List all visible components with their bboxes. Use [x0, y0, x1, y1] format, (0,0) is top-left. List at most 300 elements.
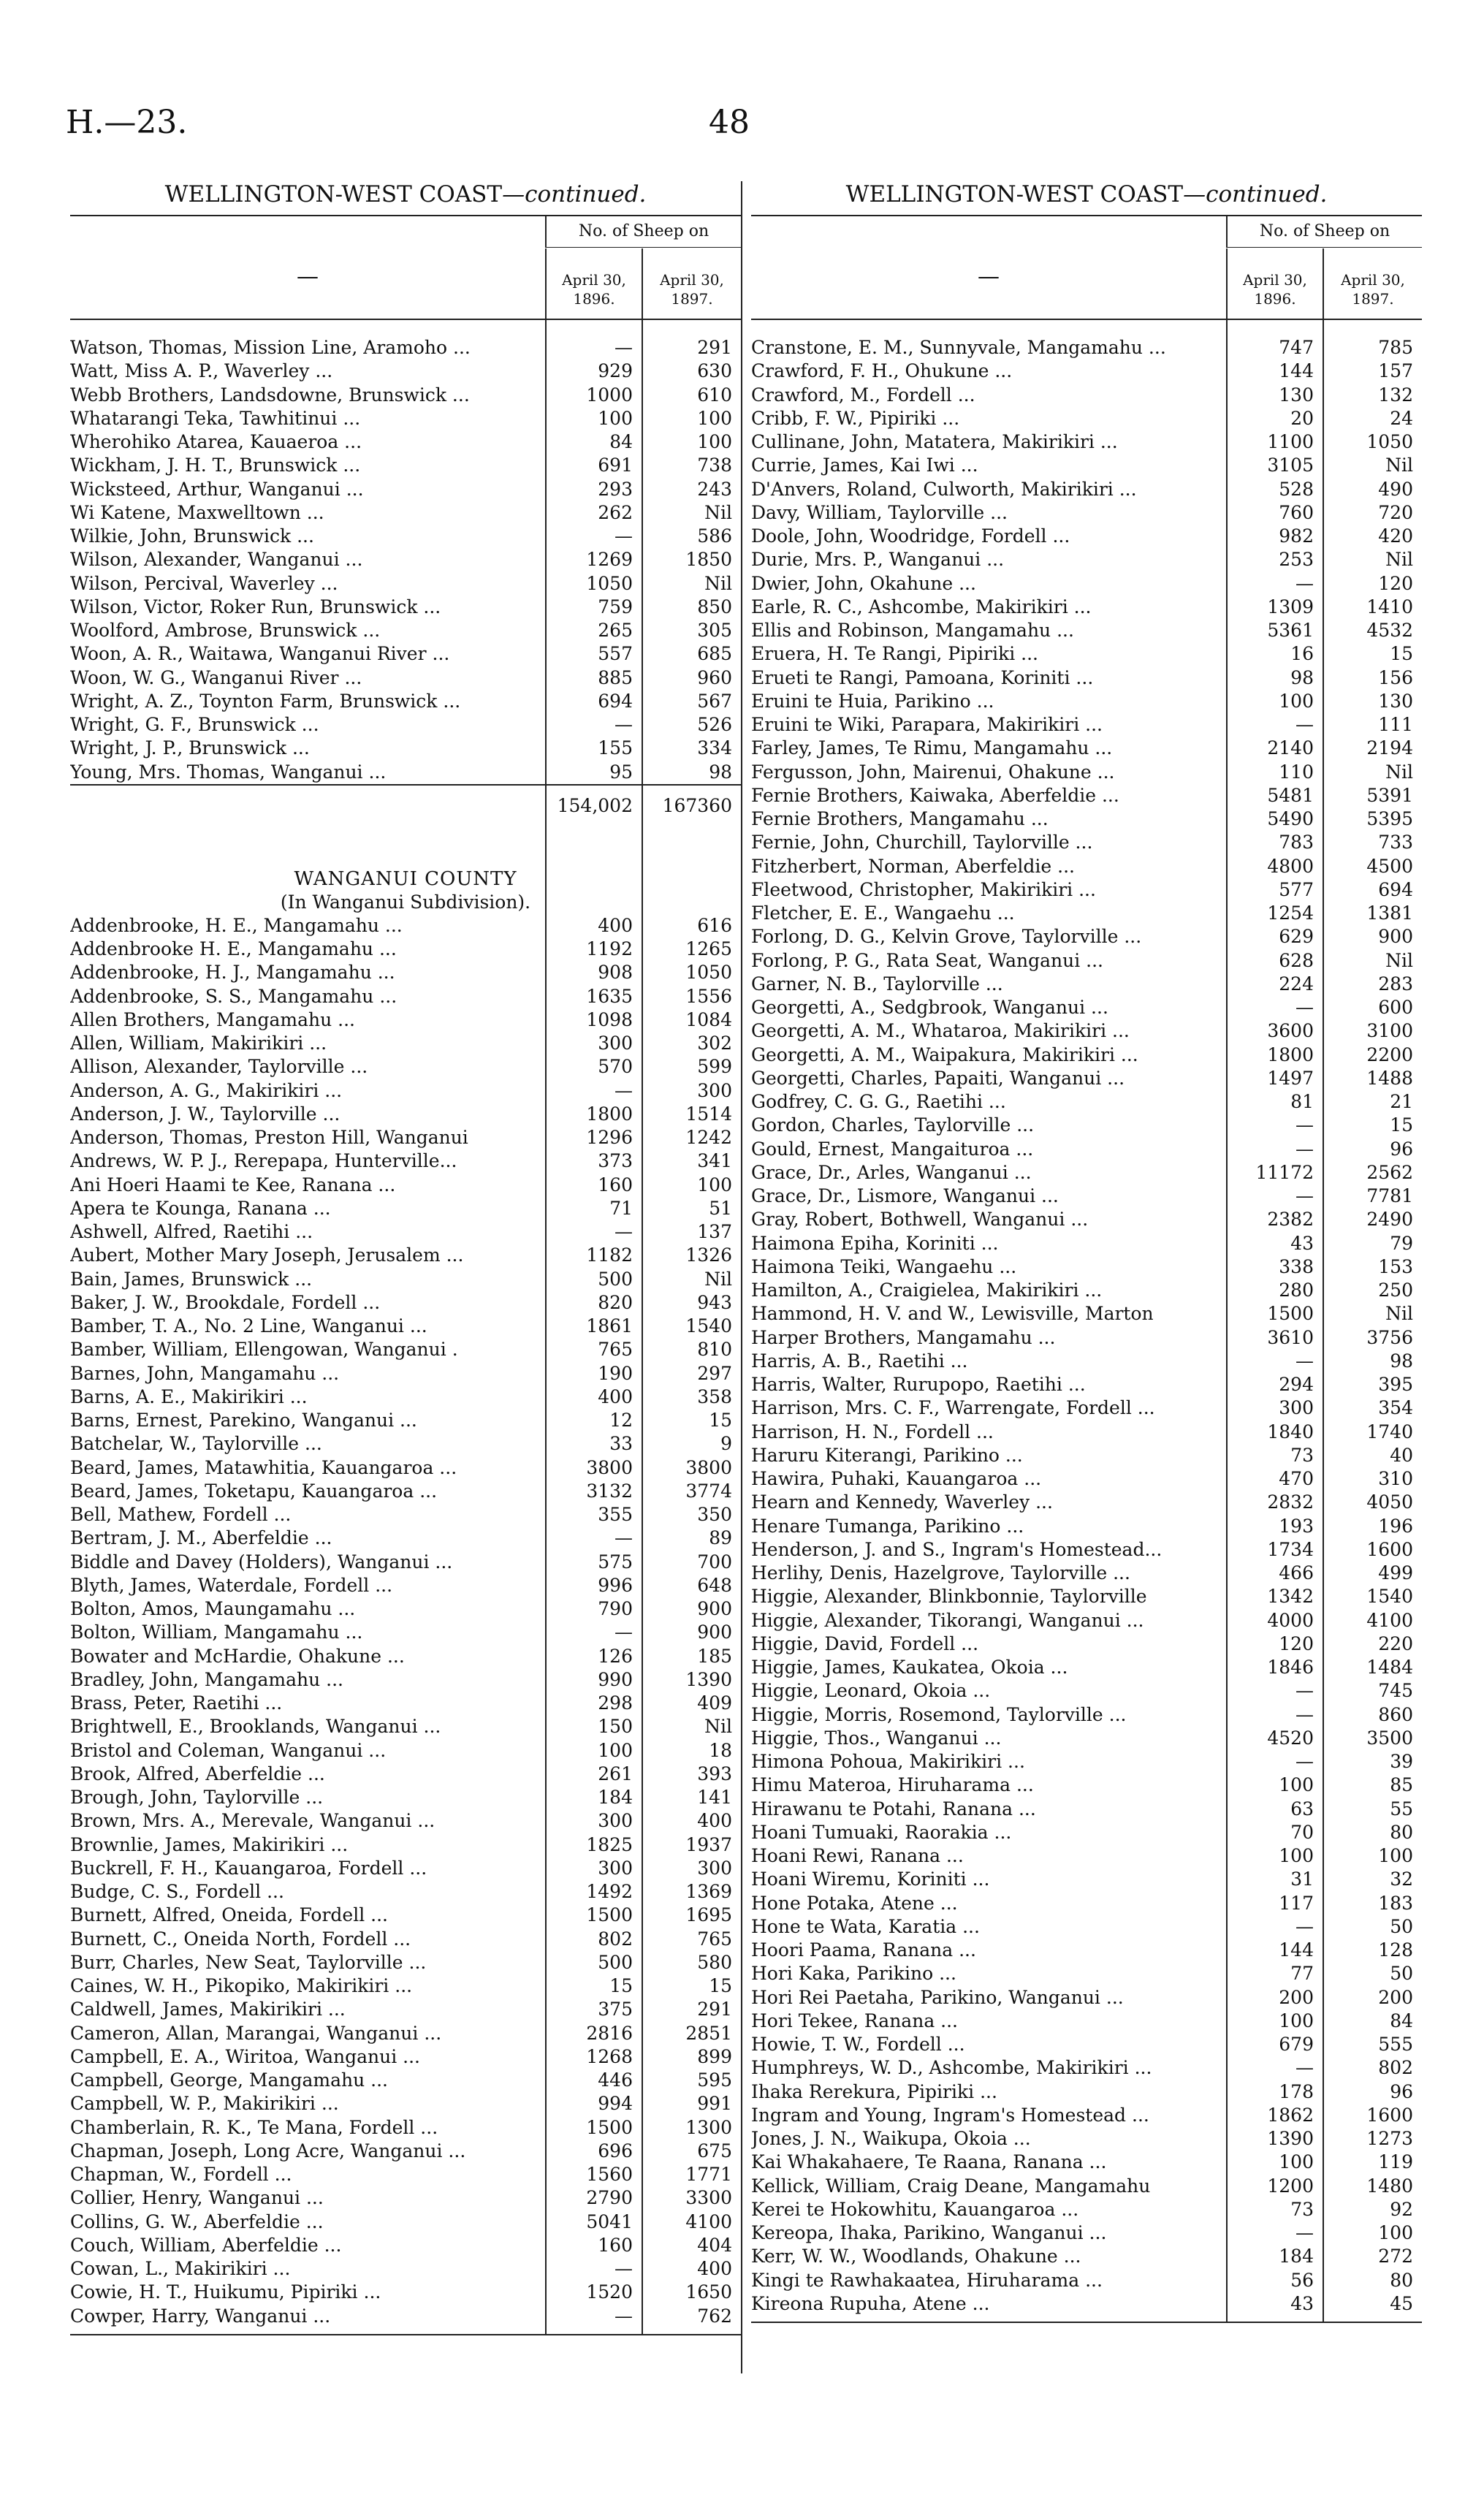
sheep-1897: 119 — [1378, 2151, 1413, 2173]
sheep-1897: 2562 — [1366, 1161, 1413, 1183]
sheep-1896: 4000 — [1267, 1609, 1314, 1631]
sheep-1897: 39 — [1390, 1751, 1413, 1772]
entry-name: Durie, Mrs. P., Wanganui ... — [751, 549, 1005, 571]
entry-name: Kai Whakahaere, Te Raana, Ranana ... — [751, 2151, 1107, 2173]
table-row — [751, 2151, 1422, 2174]
table-row — [70, 938, 741, 961]
entry-name: Georgetti, A. M., Whataroa, Makirikiri ... — [751, 1020, 1130, 1042]
table-row — [751, 360, 1422, 383]
entry-name: Allen, William, Makirikiri ... — [70, 1033, 327, 1054]
sheep-1896: 990 — [598, 1668, 633, 1690]
sheep-1896: 1825 — [586, 1833, 633, 1855]
sheep-1897: 1480 — [1366, 2175, 1413, 2197]
sheep-1896: — — [614, 714, 633, 735]
entry-name: Wright, G. F., Brunswick ... — [70, 714, 319, 735]
table-row — [70, 961, 741, 984]
table-row — [70, 1763, 741, 1786]
table-row — [70, 1055, 741, 1079]
sheep-1897: 943 — [697, 1291, 732, 1313]
sheep-1897: 3774 — [685, 1480, 732, 1502]
header-no-of-sheep: No. of Sheep on — [545, 216, 741, 248]
sheep-1896: 528 — [1279, 478, 1314, 500]
sheep-1897: 1390 — [685, 1668, 732, 1690]
table-row — [70, 1786, 741, 1809]
sheep-1897: 685 — [697, 643, 732, 665]
table-row — [751, 1090, 1422, 1114]
sheep-1897: 291 — [697, 1999, 732, 2020]
sheep-1897: 586 — [697, 525, 732, 547]
entry-name: Apera te Kounga, Ranana ... — [70, 1197, 331, 1219]
entry-name: Watt, Miss A. P., Waverley ... — [70, 360, 333, 382]
sheep-1896: — — [1295, 1751, 1314, 1772]
table-row — [751, 1821, 1422, 1844]
table-row — [751, 1444, 1422, 1467]
sheep-1896: 570 — [598, 1056, 633, 1078]
sheep-1897: 55 — [1390, 1798, 1413, 1820]
entry-name: Wherohiko Atarea, Kauaeroa ... — [70, 431, 362, 452]
sheep-1896: — — [1295, 1138, 1314, 1160]
entry-name: Hearn and Kennedy, Waverley ... — [751, 1491, 1053, 1513]
table-row — [70, 737, 741, 760]
sheep-1897: 350 — [697, 1504, 732, 1525]
sheep-1896: — — [1295, 572, 1314, 594]
sheep-1897: 2490 — [1366, 1209, 1413, 1231]
sheep-1896: 1846 — [1267, 1657, 1314, 1678]
entry-name: Fitzherbert, Norman, Aberfeldie ... — [751, 855, 1076, 877]
sheep-1897: 18 — [709, 1739, 732, 1761]
sheep-1897: 400 — [697, 1810, 732, 1832]
sheep-1897: 1556 — [685, 985, 732, 1007]
entry-name: Ani Hoeri Haami te Kee, Ranana ... — [70, 1174, 396, 1195]
entry-name: Kireona Rupuha, Atene ... — [751, 2292, 990, 2314]
sheep-1896: 100 — [1279, 1774, 1314, 1796]
entry-name: Woolford, Ambrose, Brunswick ... — [70, 620, 381, 641]
sheep-1897: 1488 — [1366, 1067, 1413, 1089]
entry-name: Cowie, H. T., Huikumu, Pipiriki ... — [70, 2281, 381, 2303]
entry-name: Beard, James, Toketapu, Kauangaroa ... — [70, 1480, 438, 1502]
sheep-1896: 1492 — [586, 1881, 633, 1902]
table-row — [751, 1868, 1422, 1891]
entry-name: Bamber, William, Ellengowan, Wanganui . — [70, 1339, 458, 1361]
table-row — [70, 572, 741, 596]
sheep-1896: 355 — [598, 1504, 633, 1525]
table-row — [70, 1574, 741, 1597]
sheep-1897: 648 — [697, 1574, 732, 1596]
sheep-1897: 490 — [1378, 478, 1413, 500]
sheep-1897: 15 — [1390, 643, 1413, 665]
entry-name: Grace, Dr., Arles, Wanganui ... — [751, 1161, 1032, 1183]
sheep-1897: 92 — [1390, 2198, 1413, 2220]
table-row — [70, 1197, 741, 1220]
table-row — [70, 1032, 741, 1055]
table-row — [751, 1279, 1422, 1302]
entry-name: Barns, A. E., Makirikiri ... — [70, 1385, 308, 1407]
sheep-1896: 77 — [1290, 1963, 1314, 1985]
table-row — [751, 1302, 1422, 1326]
table-row — [751, 1679, 1422, 1703]
sheep-1896: 783 — [1279, 832, 1314, 853]
sheep-1897: 15 — [1390, 1114, 1413, 1136]
table-row — [751, 902, 1422, 925]
sheep-1897: 137 — [697, 1221, 732, 1242]
sheep-1896: 98 — [1290, 666, 1314, 688]
table-row — [751, 548, 1422, 571]
sheep-1896: 144 — [1279, 360, 1314, 382]
sheep-1896: 130 — [1279, 384, 1314, 406]
sheep-1897: 1265 — [685, 938, 732, 959]
table-row — [751, 407, 1422, 430]
sheep-1896: 446 — [598, 2069, 633, 2091]
sheep-1896: — — [614, 2305, 633, 2327]
table-row — [751, 1939, 1422, 1962]
entry-name: Higgie, Morris, Rosemond, Taylorville ... — [751, 1703, 1127, 1725]
sheep-1896: 575 — [598, 1551, 633, 1573]
sheep-1896: 1734 — [1267, 1538, 1314, 1560]
table-row — [70, 548, 741, 571]
sheep-1897: 765 — [697, 1928, 732, 1950]
sheep-1897: 3500 — [1366, 1727, 1413, 1749]
table-row — [751, 1185, 1422, 1208]
entry-name: Brough, John, Taylorville ... — [70, 1787, 324, 1808]
sheep-1897: 300 — [697, 1857, 732, 1879]
column-title: WELLINGTON-WEST COAST—continued. — [845, 181, 1328, 208]
sheep-1896: 1520 — [586, 2281, 633, 2303]
entry-name: Kereopa, Ihaka, Parikino, Wanganui ... — [751, 2222, 1107, 2243]
sheep-1896: — — [1295, 1185, 1314, 1206]
table-row — [751, 596, 1422, 619]
table-row — [70, 914, 741, 938]
sheep-1896: 679 — [1279, 2034, 1314, 2055]
entry-name: Jones, J. N., Waikupa, Okoia ... — [751, 2128, 1031, 2149]
sheep-1897: 196 — [1378, 1515, 1413, 1537]
table-row — [751, 878, 1422, 902]
sheep-1897: 5395 — [1366, 808, 1413, 829]
entry-name: Godfrey, C. G. G., Raetihi ... — [751, 1091, 1006, 1112]
table-row — [70, 1008, 741, 1032]
table-row — [751, 501, 1422, 525]
table-row — [751, 1043, 1422, 1067]
sheep-1896: 100 — [1279, 2151, 1314, 2173]
sheep-1896: — — [614, 337, 633, 358]
sheep-1897: 850 — [697, 596, 732, 617]
entry-name: Henderson, J. and S., Ingram's Homestead... — [751, 1538, 1163, 1560]
sheep-1896: 5490 — [1267, 808, 1314, 829]
entry-name: Bolton, Amos, Maungamahu ... — [70, 1598, 356, 1619]
sheep-1896: — — [1295, 1915, 1314, 1937]
entry-name: Anderson, Thomas, Preston Hill, Wanganui — [70, 1127, 468, 1148]
table-row — [751, 1609, 1422, 1632]
table-row — [70, 360, 741, 383]
table-row — [751, 1773, 1422, 1797]
table-row — [751, 1562, 1422, 1585]
entry-name: Bolton, William, Mangamahu ... — [70, 1622, 363, 1643]
sheep-1896: 280 — [1279, 1280, 1314, 1301]
entry-name: Haimona Teiki, Wangaehu ... — [751, 1255, 1017, 1277]
entry-name: Herlihy, Denis, Hazelgrove, Taylorville ... — [751, 1562, 1130, 1584]
entry-name: Grace, Dr., Lismore, Wanganui ... — [751, 1185, 1059, 1206]
sheep-1897: 599 — [697, 1056, 732, 1078]
table-row — [70, 1739, 741, 1763]
sheep-1897: 1695 — [685, 1904, 732, 1926]
sheep-1897: 4500 — [1366, 855, 1413, 877]
sheep-1897: 738 — [697, 455, 732, 476]
sheep-1896: 1268 — [586, 2045, 633, 2067]
table-row — [70, 1904, 741, 1927]
entry-name: Higgie, Leonard, Okoia ... — [751, 1680, 991, 1702]
table-row — [70, 2305, 741, 2328]
entry-name: Fernie Brothers, Mangamahu ... — [751, 808, 1049, 829]
sheep-1896: 150 — [598, 1716, 633, 1738]
table-row — [70, 1268, 741, 1291]
sheep-1897: 153 — [1378, 1255, 1413, 1277]
sheep-1896: 557 — [598, 643, 633, 665]
sheep-1897: 96 — [1390, 1138, 1413, 1160]
sheep-1896: 5361 — [1267, 620, 1314, 641]
sheep-1896: 160 — [598, 2234, 633, 2256]
entry-name: Bertram, J. M., Aberfeldie ... — [70, 1527, 332, 1549]
sheep-1896: 1862 — [1267, 2104, 1314, 2126]
sheep-1897: 395 — [1378, 1374, 1413, 1395]
table-row — [751, 1232, 1422, 1255]
entry-name: Cowan, L., Makirikiri ... — [70, 2258, 291, 2279]
entry-name: Wilson, Alexander, Wanganui ... — [70, 549, 363, 571]
header-dash: — — [297, 264, 319, 289]
table-row — [70, 1621, 741, 1644]
table-row — [70, 1432, 741, 1456]
entry-name: Cullinane, John, Matatera, Makirikiri ... — [751, 431, 1118, 452]
sheep-1897: 358 — [697, 1385, 732, 1407]
sheep-1896: 500 — [598, 1268, 633, 1290]
sheep-1897: 291 — [697, 337, 732, 358]
sheep-1896: 790 — [598, 1598, 633, 1619]
table-row — [70, 1103, 741, 1126]
sheep-1896: 2382 — [1267, 1209, 1314, 1231]
table-row — [751, 642, 1422, 666]
sheep-1896: 200 — [1279, 1986, 1314, 2008]
sheep-1897: 733 — [1378, 832, 1413, 853]
sheep-1896: 1800 — [586, 1103, 633, 1125]
sheep-1897: 2200 — [1366, 1043, 1413, 1065]
sheep-1897: 354 — [1378, 1397, 1413, 1419]
sheep-1896: 43 — [1290, 2292, 1314, 2314]
table-row — [751, 1986, 1422, 2010]
entry-name: Buckrell, F. H., Kauangaroa, Fordell ... — [70, 1857, 427, 1879]
sheep-1897: 762 — [697, 2305, 732, 2327]
sheep-1896: 1000 — [586, 384, 633, 406]
table-row — [70, 1527, 741, 1550]
sheep-1897: 1850 — [685, 549, 732, 571]
entry-name: Caines, W. H., Pikopiko, Makirikiri ... — [70, 1975, 413, 1996]
sheep-1896: 95 — [609, 761, 633, 783]
entry-name: Kerr, W. W., Woodlands, Ohakune ... — [751, 2246, 1081, 2267]
sheep-1896: 1309 — [1267, 596, 1314, 617]
sheep-1896: 3600 — [1267, 1020, 1314, 1042]
table-row — [751, 1962, 1422, 1985]
sheep-1897: 595 — [697, 2069, 732, 2091]
entry-name: Chapman, Joseph, Long Acre, Wanganui ... — [70, 2140, 466, 2162]
sheep-1896: 120 — [1279, 1632, 1314, 1654]
table-row — [70, 2022, 741, 2045]
table-row — [751, 1138, 1422, 1161]
sheep-1897: 555 — [1378, 2034, 1413, 2055]
sheep-1896: 33 — [609, 1433, 633, 1455]
table-row — [751, 1255, 1422, 1279]
sheep-1896: 908 — [598, 962, 633, 984]
sheep-1896: 885 — [598, 666, 633, 688]
entry-name: Kellick, William, Craig Deane, Mangamahu — [751, 2175, 1151, 2197]
sheep-1897: 1484 — [1366, 1657, 1413, 1678]
sheep-1897: 694 — [1378, 878, 1413, 900]
table-row — [751, 1350, 1422, 1373]
sheep-1897: 1326 — [685, 1244, 732, 1266]
sheep-1896: 1200 — [1267, 2175, 1314, 2197]
table-row — [70, 2281, 741, 2304]
table-row — [70, 1338, 741, 1361]
table-row — [751, 1632, 1422, 1656]
entry-name: Brown, Mrs. A., Merevale, Wanganui ... — [70, 1810, 435, 1832]
sheep-1896: 400 — [598, 914, 633, 936]
sheep-1897: 79 — [1390, 1232, 1413, 1254]
entry-name: Campbell, E. A., Wiritoa, Wanganui ... — [70, 2045, 420, 2067]
entry-name: Davy, William, Taylorville ... — [751, 501, 1008, 523]
entry-name: Batchelar, W., Taylorville ... — [70, 1433, 322, 1455]
table-row — [751, 384, 1422, 407]
sheep-1897: 305 — [697, 620, 732, 641]
sheep-1896: 73 — [1290, 2198, 1314, 2220]
sheep-1896: 100 — [1279, 1845, 1314, 1866]
sheep-1897: 900 — [1378, 926, 1413, 948]
sheep-1896: 56 — [1290, 2269, 1314, 2291]
sheep-1896: 190 — [598, 1362, 633, 1384]
table-row — [70, 478, 741, 501]
sheep-1897: 300 — [697, 1079, 732, 1101]
sheep-1896: — — [1295, 1350, 1314, 1372]
entry-name: Gould, Ernest, Mangaituroa ... — [751, 1138, 1034, 1160]
sheep-1896: 375 — [598, 1999, 633, 2020]
table-row — [70, 2069, 741, 2092]
entry-name: Couch, William, Aberfeldie ... — [70, 2234, 342, 2256]
entry-name: Hoani Tumuaki, Raorakia ... — [751, 1821, 1012, 1843]
sheep-1897: 1540 — [685, 1315, 732, 1337]
entry-name: Addenbrooke H. E., Mangamahu ... — [70, 938, 397, 959]
sheep-1896: 2832 — [1267, 1491, 1314, 1513]
sheep-1896: 982 — [1279, 525, 1314, 547]
sheep-1896: — — [1295, 1680, 1314, 1702]
entry-name: Ingram and Young, Ingram's Homestead ... — [751, 2104, 1149, 2126]
entry-name: Burnett, Alfred, Oneida, Fordell ... — [70, 1904, 388, 1926]
table-row — [70, 407, 741, 430]
entry-name: Eruini te Huia, Parikino ... — [751, 690, 994, 712]
entry-name: Anderson, J. W., Taylorville ... — [70, 1103, 340, 1125]
sheep-1896: — — [614, 1527, 633, 1549]
entry-name: Woon, A. R., Waitawa, Wanganui River ... — [70, 643, 450, 665]
entry-name: Gordon, Charles, Taylorville ... — [751, 1114, 1035, 1136]
sheep-1896: 1296 — [586, 1127, 633, 1148]
entry-name: Gray, Robert, Bothwell, Wanganui ... — [751, 1209, 1089, 1231]
entry-name: Howie, T. W., Fordell ... — [751, 2034, 965, 2055]
sheep-1896: — — [614, 1622, 633, 1643]
table-row — [70, 1951, 741, 1974]
sheep-1897: 15 — [709, 1975, 732, 1996]
total-1896: 154,002 — [557, 794, 633, 816]
sheep-1896: 1390 — [1267, 2128, 1314, 2149]
entry-name: Collier, Henry, Wanganui ... — [70, 2187, 324, 2209]
sheep-1897: 393 — [697, 1763, 732, 1784]
entry-name: Allen Brothers, Mangamahu ... — [70, 1008, 355, 1030]
sheep-1896: 3610 — [1267, 1326, 1314, 1348]
sheep-1896: 929 — [598, 360, 633, 382]
sheep-1897: 3800 — [685, 1456, 732, 1478]
table-row — [70, 2186, 741, 2210]
sheep-1897: 4100 — [685, 2210, 732, 2232]
sheep-1897: 7781 — [1366, 1185, 1413, 1206]
table-row — [70, 1149, 741, 1173]
table-row — [751, 1585, 1422, 1608]
sheep-1897: Nil — [1385, 549, 1413, 571]
entry-name: Haimona Epiha, Koriniti ... — [751, 1232, 999, 1254]
entry-name: Caldwell, James, Makirikiri ... — [70, 1999, 346, 2020]
entry-name: Campbell, W. P., Makirikiri ... — [70, 2093, 339, 2115]
entry-name: Budge, C. S., Fordell ... — [70, 1881, 284, 1902]
table-row — [751, 1067, 1422, 1090]
sheep-1897: 409 — [697, 1692, 732, 1714]
sheep-1897: 3756 — [1366, 1326, 1413, 1348]
sheep-1896: 193 — [1279, 1515, 1314, 1537]
table-row — [70, 690, 741, 713]
table-row — [70, 1385, 741, 1409]
sheep-1896: 63 — [1290, 1798, 1314, 1820]
sheep-1897: 310 — [1378, 1468, 1413, 1489]
entry-name: Addenbrooke, H. J., Mangamahu ... — [70, 962, 395, 984]
entry-name: Higgie, Alexander, Blinkbonnie, Taylorville — [751, 1586, 1147, 1608]
table-row — [70, 1079, 741, 1103]
table-row — [70, 1880, 741, 1904]
sheep-1897: 600 — [1378, 997, 1413, 1018]
table-row — [751, 1892, 1422, 1915]
table-row — [70, 2257, 741, 2281]
sheep-1897: 675 — [697, 2140, 732, 2162]
sheep-1896: 144 — [1279, 1939, 1314, 1961]
sheep-1897: 120 — [1378, 572, 1413, 594]
entry-name: Georgetti, Charles, Papaiti, Wanganui ... — [751, 1067, 1125, 1089]
entry-name: Addenbrooke, S. S., Mangamahu ... — [70, 985, 397, 1007]
sheep-1896: 694 — [598, 690, 633, 712]
sheep-1896: 1100 — [1267, 431, 1314, 452]
sheep-1897: Nil — [704, 501, 732, 523]
entry-name: Young, Mrs. Thomas, Wanganui ... — [70, 761, 387, 783]
sheep-1896: 1342 — [1267, 1586, 1314, 1608]
entry-name: Campbell, George, Mangamahu ... — [70, 2069, 388, 2091]
entry-name: Hone Potaka, Atene ... — [751, 1892, 958, 1914]
table-row — [751, 949, 1422, 973]
sheep-1896: 11172 — [1255, 1161, 1314, 1183]
entry-name: Currie, James, Kai Iwi ... — [751, 455, 978, 476]
table-body — [751, 320, 1422, 2323]
sheep-1896: 1192 — [586, 938, 633, 959]
sheep-1896: 160 — [598, 1174, 633, 1195]
table-row — [751, 831, 1422, 854]
sheep-1896: 184 — [1279, 2246, 1314, 2267]
table-row — [751, 1467, 1422, 1491]
table-row — [751, 737, 1422, 760]
sheep-1896: 16 — [1290, 643, 1314, 665]
table-row — [70, 1692, 741, 1715]
sheep-1896: 300 — [598, 1857, 633, 1879]
sheep-1897: 1050 — [685, 962, 732, 984]
sheep-1896: 338 — [1279, 1255, 1314, 1277]
entry-name: Hoani Rewi, Ranana ... — [751, 1845, 964, 1866]
sheep-1897: 50 — [1390, 1963, 1413, 1985]
